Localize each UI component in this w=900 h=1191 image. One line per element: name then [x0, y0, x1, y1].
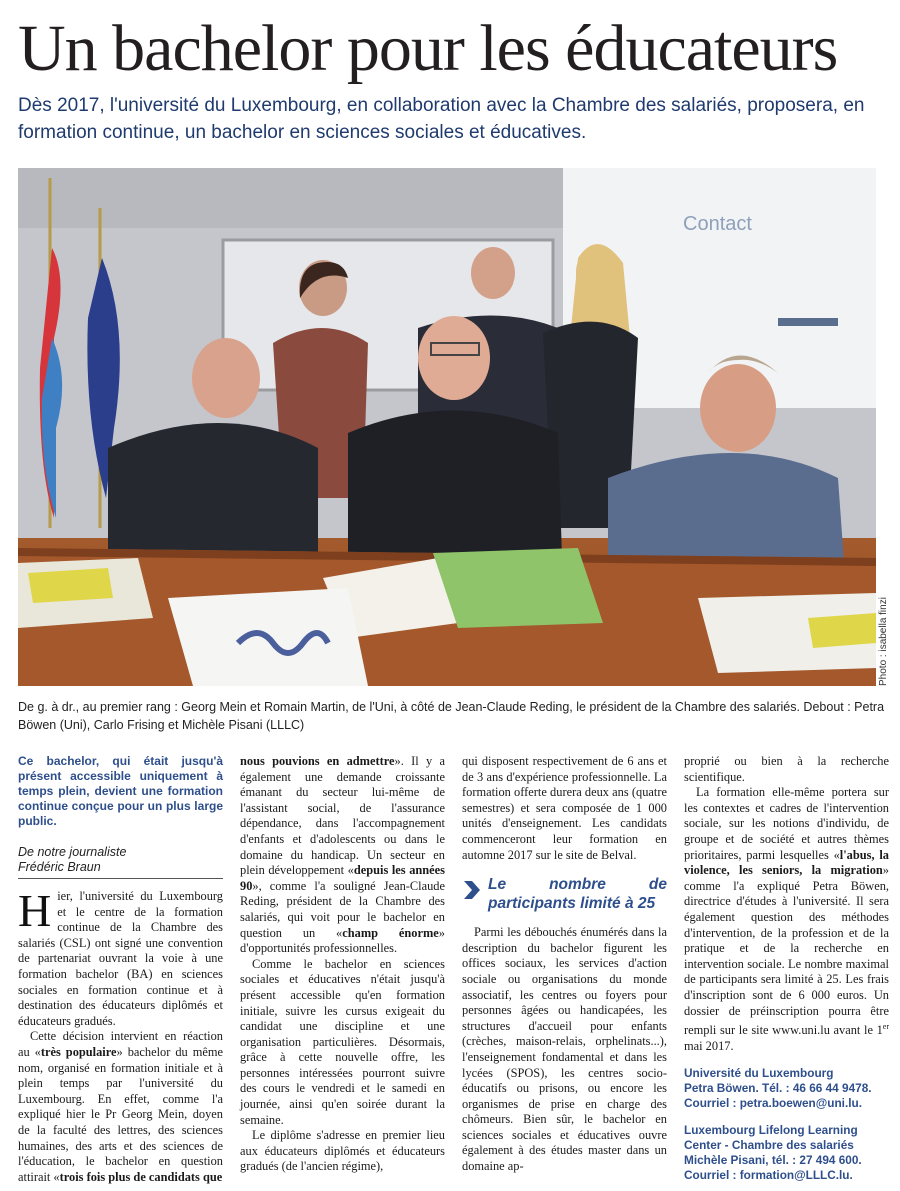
- photo-caption: De g. à dr., au premier rang : Georg Mein et Romain Martin, de l'Uni, à côté de Jean-Claude Reding, le président de la Chambre des salariés. Debout : Petra Böwen (Uni), Carlo Frising et Michèle Pisani (LLLC): [18, 700, 885, 732]
- paragraph-text: mai 2017.: [684, 1038, 734, 1053]
- bold-quote: depuis les années 90: [240, 863, 445, 893]
- deck: Dès 2017, l'université du Luxembourg, en collaboration avec la Chambre des salariés, proposera, en formation continue, un bachelor en sciences sociales et éducatives.: [18, 95, 865, 143]
- column-2: [240, 754, 445, 1175]
- contact-line: Center - Chambre des salariés: [684, 1138, 854, 1153]
- paragraph-text: » comme l'a expliqué Petra Böwen, directrice d'études à l'université. Il sera également question des méthodes d'intervention, de la profession et de la pratique et de la recherche en intervention sociale. Le nombre maximal de participants sera limité à 25. Les frais d'inscription sont de 6 000 euros. Un dossier de préinscription pourra être rempli sur le site www.uni.lu avant le 1: [684, 863, 889, 1038]
- paragraph-text: Cette décision intervient en réaction au «: [18, 1029, 223, 1059]
- paragraph: Parmi les débouchés énumérés dans la description du bachelor figurent les offices sociaux, les services d'action sociale ou organisations du monde associatif, les centres ou foyers pour personnes âgées ou handicapées, les structures d'accueil pour enfants (crèches, maison-relais, orphelinats...), l'enseignement fondamental et dans les lycées (SPOS), les centres socio-éducatifs ou prisons, ou encore les organismes de prise en charge des chômeurs. Bien sûr, le bachelor en sciences sociales et éducatives ouvre également à des études master dans un domaine ap-: [462, 925, 667, 1174]
- paragraph-text: » bachelor du même nom, organisé en formation initiale et à plein temps par l'université du Luxembourg. En effet, comme l'a expliqué hier le Pr Georg Mein, doyen de la faculté des lettres, des sciences humaines, des arts et des sciences de l'éducation, le bachelor en question attirait «: [18, 1044, 223, 1184]
- paragraph: Comme le bachelor en sciences sociales et éducatives n'était jusqu'à présent accessible qu'en formation initiale, suivre les cursus exigeait du candidat une discipline et une organisation particulières. Désormais, grâce à cette nouvelle offre, les personnes intéressées pourront suivre des cours le vendredi et le samedi en journée, ainsi qu'en soirée durant la semaine.: [240, 956, 445, 1127]
- superscript: er: [882, 1022, 889, 1032]
- byline-label: De notre journaliste: [18, 845, 127, 859]
- article-lead: Ce bachelor, qui était jusqu'à présent accessible uniquement à temps plein, devient une formation continue conçue pour un plus large public.: [18, 754, 223, 828]
- dropcap: H: [18, 885, 52, 936]
- contact-email: Courriel : formation@LLLC.lu.: [684, 1168, 853, 1183]
- column-1: [18, 754, 223, 1185]
- contact-line: Petra Böwen. Tél. : 46 66 44 9478.: [684, 1081, 872, 1096]
- bold-quote: l'abus, la violence, les seniors, la migration: [684, 847, 889, 878]
- subheading: [462, 875, 667, 913]
- contact-line: Université du Luxembourg: [684, 1066, 834, 1081]
- subheading-text: Le nombre de participants limité à 25: [488, 876, 667, 913]
- contact-lllc: [684, 1123, 889, 1183]
- bold-quote: champ énorme: [342, 925, 439, 940]
- paragraph: Le diplôme s'adresse en premier lieu aux éducateurs diplômés et éducateurs gradués (de l'ancien régime),: [240, 1128, 445, 1174]
- paragraph: [18, 885, 223, 1029]
- paragraph: qui disposent respectivement de 6 ans et de 3 ans d'expérience professionnelle. La formation offerte durera deux ans (quatre semestres) et sera composée de 1 000 unités d'enseignement. Les candidats commenceront leur formation en automne 2017 sur le site de Belval.: [462, 754, 667, 862]
- photo-illustration: [18, 168, 876, 686]
- paragraph-text: ». Il y a également une demande croissante émanant du secteur lui-même de l'assistant social, de l'assurance dépendance, dans l'accompagnement d'enfants et d'adolescents ou dans le domaine du handicap. Un secteur en plein développement «: [240, 754, 445, 878]
- paragraph-text: ier, l'université du Luxembourg et le centre de la formation continue de la Chambre des salariés (CSL) ont signé une convention de partenariat ouvrant la voie à une formation bachelor (BA) en sciences sociales en formation continue et à destination des éducateurs diplômés et éducateurs gradués.: [18, 889, 223, 1028]
- bold-quote: très populaire: [40, 1044, 117, 1059]
- paragraph: [684, 785, 889, 1054]
- article-photo: [18, 168, 876, 686]
- paragraph-text: La formation elle-même portera sur les contextes et cadres de l'intervention sociale, sur les notions d'individu, de groupe et de société et autres thèmes prioritaires, parmi lesquelles «: [684, 785, 889, 862]
- column-3: [462, 754, 667, 1175]
- byline-author: Frédéric Braun: [18, 860, 101, 874]
- bold-quote: nous pouvions en admettre: [240, 754, 395, 768]
- contact-uni: [684, 1066, 889, 1111]
- bold-quote: trois fois plus de candidats que: [59, 1169, 223, 1184]
- paragraph: proprié ou bien à la recherche scientifique.: [684, 754, 889, 784]
- paragraph: [240, 754, 445, 957]
- paragraph-text: », comme l'a souligné Jean-Claude Reding, président de la Chambre des salariés, qui voit pour le bachelor en question un «: [240, 878, 445, 940]
- contact-line: Michèle Pisani, tél. : 27 494 600.: [684, 1153, 862, 1168]
- paragraph: [18, 1029, 223, 1185]
- byline: [18, 845, 223, 879]
- paragraph-text: » d'opportunités professionnelles.: [240, 925, 445, 956]
- screen-contact-text: Contact: [683, 213, 752, 235]
- headline: Un bachelor pour les éducateurs: [18, 12, 838, 85]
- column-4: [684, 754, 889, 1183]
- contact-email: Courriel : petra.boewen@uni.lu.: [684, 1096, 862, 1111]
- photo-credit: Photo : isabella finzi: [878, 597, 889, 686]
- contact-line: Luxembourg Lifelong Learning: [684, 1123, 858, 1138]
- chevron-right-icon: [462, 875, 482, 905]
